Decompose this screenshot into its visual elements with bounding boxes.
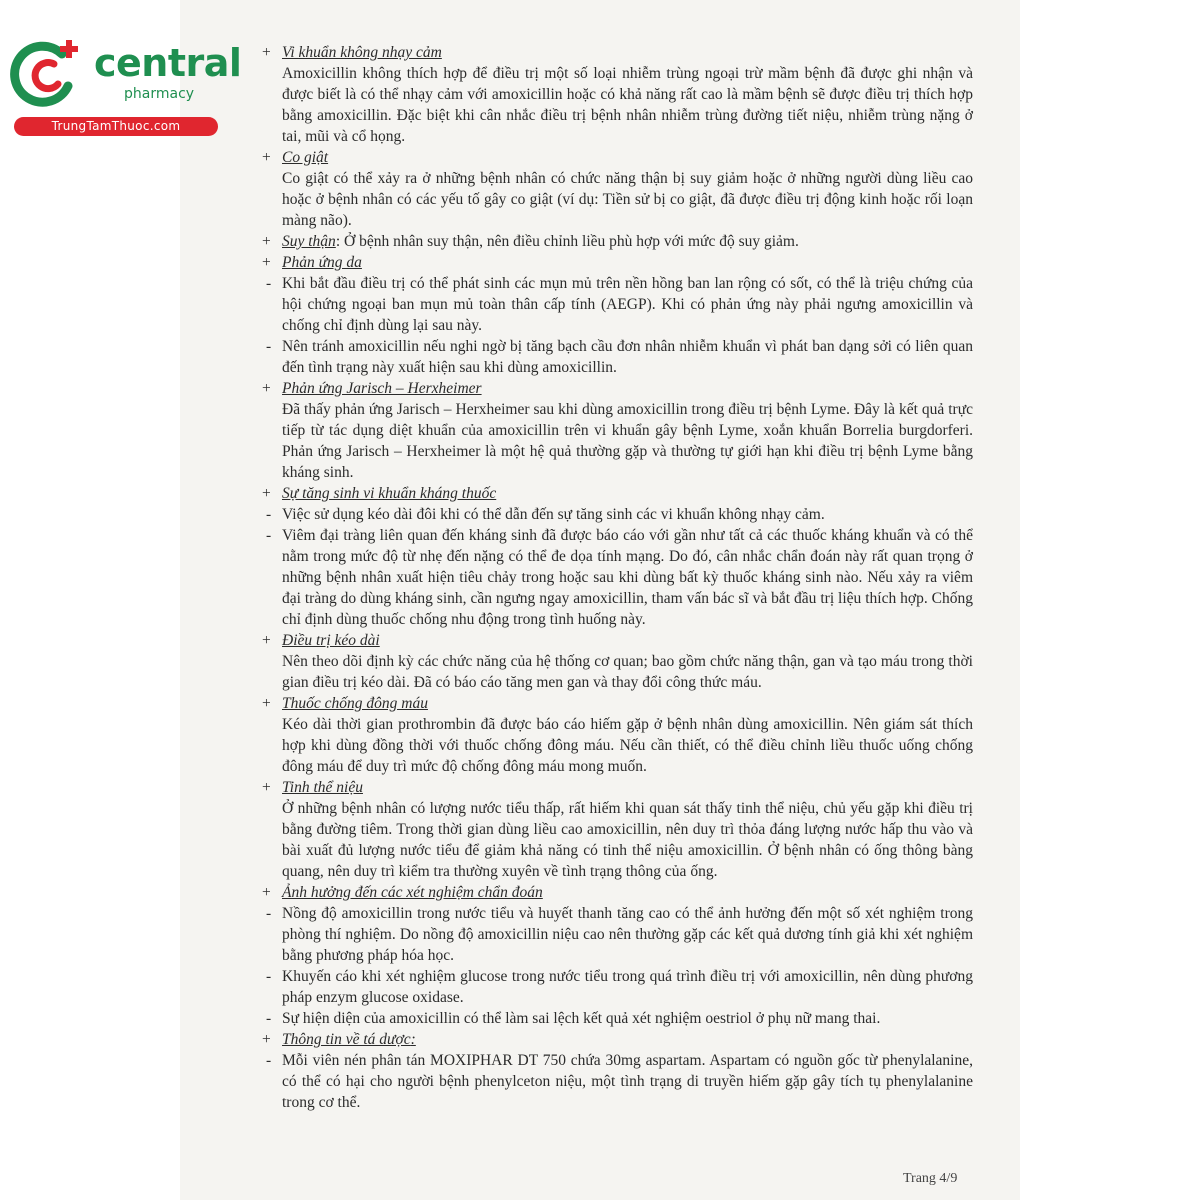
plus-bullet: + bbox=[262, 380, 271, 397]
section-heading bbox=[258, 483, 973, 504]
logo-name: central bbox=[94, 41, 242, 85]
section-2 bbox=[258, 231, 973, 252]
section-heading bbox=[258, 882, 973, 903]
page-number: Trang 4/9 bbox=[903, 1171, 958, 1186]
dash-item-text: Sự hiện diện của amoxicillin có thể làm sai lệch kết quả xét nghiệm oestriol ở phụ nữ mang thai. bbox=[282, 1010, 881, 1027]
dash-bullet: - bbox=[266, 527, 272, 544]
paragraph: Kéo dài thời gian prothrombin đã được báo cáo hiếm gặp ở bệnh nhân dùng amoxicillin. Nên giám sát thích hợp khi dùng đồng thời với thuốc chống đông máu. Nếu cần thiết, có thể điều chỉnh liều thuốc uống chống đông máu để duy trì mức độ chống đông máu mong muốn. bbox=[282, 716, 973, 775]
section-heading-text: Vi khuẩn không nhạy cảm bbox=[282, 44, 442, 61]
dash-item bbox=[258, 966, 973, 1008]
section-heading bbox=[258, 147, 973, 168]
document-body bbox=[258, 42, 973, 1113]
dash-item bbox=[258, 504, 973, 525]
dash-item-text: Nên tránh amoxicillin nếu nghi ngờ bị tăng bạch cầu đơn nhân nhiễm khuẩn vì phát ban dạng sởi có liên quan đến tình trạng này xuất hiện sau khi dùng amoxicillin. bbox=[282, 338, 973, 376]
section-heading-text: Điều trị kéo dài bbox=[282, 632, 380, 649]
dash-item bbox=[258, 336, 973, 378]
dash-bullet: - bbox=[266, 338, 272, 355]
plus-bullet: + bbox=[262, 254, 271, 271]
dash-item bbox=[258, 273, 973, 336]
paragraph: Amoxicillin không thích hợp để điều trị một số loại nhiễm trùng ngoại trừ mầm bệnh đã được ghi nhận và được biết là có thể nhạy cảm với amoxicillin hoặc có khả năng rất cao là mầm bệnh sẽ được điều trị thích hợp bằng amoxicillin. Đặc biệt khi cân nhắc điều trị bệnh nhân nhiễm trùng đường tiết niệu, nhiễm trùng nặng ở tai, mũi và cổ họng. bbox=[282, 65, 973, 145]
paragraph: Co giật có thể xảy ra ở những bệnh nhân có chức năng thận bị suy giảm hoặc ở những người dùng liều cao hoặc ở bệnh nhân có các yếu tố gây co giật (ví dụ: Tiền sử bị co giật, đã được điều trị động kinh hoặc rối loạn màng não). bbox=[282, 170, 973, 229]
dash-item bbox=[258, 1008, 973, 1029]
dash-item-text: Mỗi viên nén phân tán MOXIPHAR DT 750 chứa 30mg aspartam. Aspartam có nguồn gốc từ phenylalanine, có thể có hại cho người bệnh phenylceton niệu, một tình trạng di truyền hiếm gặp gây tích tụ phenylalanine trong cơ thể. bbox=[282, 1052, 973, 1111]
section-heading-text: Sự tăng sinh vi khuẩn kháng thuốc bbox=[282, 485, 497, 502]
dash-bullet: - bbox=[266, 275, 272, 292]
section-heading-text: Phản ứng da bbox=[282, 254, 362, 271]
dash-item-text: Nồng độ amoxicillin trong nước tiểu và huyết thanh tăng cao có thể ảnh hưởng đến một số xét nghiệm trong phòng thí nghiệm. Do nồng độ amoxicillin niệu cao nên thường gặp các kết quả dương tính giả khi xét nghiệm bằng phương pháp hóa học. bbox=[282, 905, 973, 964]
dash-item-text: Khuyến cáo khi xét nghiệm glucose trong nước tiểu trong quá trình điều trị với amoxicillin, nên dùng phương pháp enzym glucose oxidase. bbox=[282, 968, 973, 1006]
paragraph: Ở những bệnh nhân có lượng nước tiểu thấp, rất hiếm khi quan sát thấy tinh thể niệu, chủ yếu gặp khi điều trị bằng đường tiêm. Trong thời gian dùng liều cao amoxicillin, nên duy trì thỏa đáng lượng nước hấp thu vào và bài xuất đủ lượng nước tiểu để giảm khả năng có tinh thể niệu amoxicillin. Ở bệnh nhân có ống thông bàng quang, nên duy trì kiểm tra thường xuyên về tình trạng thông của ống. bbox=[282, 800, 973, 880]
dash-bullet: - bbox=[266, 968, 272, 985]
dash-item bbox=[258, 1050, 973, 1113]
plus-bullet: + bbox=[262, 44, 271, 61]
dash-bullet: - bbox=[266, 1052, 272, 1069]
plus-bullet: + bbox=[262, 632, 271, 649]
section-heading bbox=[258, 42, 973, 63]
paragraph: Đã thấy phản ứng Jarisch – Herxheimer sau khi dùng amoxicillin trong điều trị bệnh Lyme. Đây là kết quả trực tiếp từ tác dụng diệt khuẩn của amoxicillin trên vi khuẩn gây bệnh Lyme, xoắn khuẩn Borrelia burgdorferi. Phản ứng Jarisch – Herxheimer là một hệ quả thường gặp và thường tự giới hạn khi điều trị bệnh Lyme bằng kháng sinh. bbox=[282, 401, 973, 481]
dash-item-text: Việc sử dụng kéo dài đôi khi có thể dẫn đến sự tăng sinh các vi khuẩn không nhạy cảm. bbox=[282, 506, 825, 523]
dash-item-text: Khi bắt đầu điều trị có thể phát sinh các mụn mủ trên nền hồng ban lan rộng có sốt, có thể là triệu chứng của hội chứng ngoại ban mụn mủ toàn thân cấp tính (AEGP). Khi có phản ứng này phải ngưng amoxicillin và chống chỉ định dùng lại sau này. bbox=[282, 275, 973, 334]
plus-bullet: + bbox=[262, 149, 271, 166]
central-pharmacy-logo bbox=[10, 36, 242, 136]
dash-bullet: - bbox=[266, 506, 272, 523]
logo-subtitle: pharmacy bbox=[124, 86, 195, 102]
dash-item bbox=[258, 903, 973, 966]
section-heading-text: Thuốc chống đông máu bbox=[282, 695, 428, 712]
section-heading-text: Tinh thể niệu bbox=[282, 779, 363, 796]
plus-bullet: + bbox=[262, 884, 271, 901]
dash-item bbox=[258, 525, 973, 630]
section-heading: Suy thận bbox=[282, 233, 336, 250]
plus-bullet: + bbox=[262, 695, 271, 712]
section-heading-text: Thông tin về tá dược bbox=[282, 1031, 411, 1048]
plus-bullet: + bbox=[262, 233, 271, 250]
section-heading bbox=[258, 693, 973, 714]
plus-bullet: + bbox=[262, 1031, 271, 1048]
section-text: : Ở bệnh nhân suy thận, nên điều chỉnh liều phù hợp với mức độ suy giảm. bbox=[335, 233, 799, 250]
pharmacy-cross-icon bbox=[10, 36, 86, 112]
paragraph: Nên theo dõi định kỳ các chức năng của hệ thống cơ quan; bao gồm chức năng thận, gan và tạo máu trong thời gian điều trị kéo dài. Đã có báo cáo tăng men gan và thay đổi công thức máu. bbox=[282, 653, 973, 691]
section-heading bbox=[258, 378, 973, 399]
dash-bullet: - bbox=[266, 905, 272, 922]
section-heading-text: Phản ứng Jarisch – Herxheimer bbox=[282, 380, 482, 397]
dash-bullet: - bbox=[266, 1010, 272, 1027]
dash-item-text: Viêm đại tràng liên quan đến kháng sinh đã được báo cáo với gần như tất cả các thuốc kháng khuẩn và có thể nằm trong mức độ từ nhẹ đến nặng có thể đe dọa tính mạng. Do đó, cân nhắc chẩn đoán này rất quan trọng ở những bệnh nhân xuất hiện tiêu chảy trong hoặc sau khi dùng bất kỳ thuốc kháng sinh nào. Nếu xảy ra viêm đại tràng do dùng kháng sinh, cần ngưng ngay amoxicillin, tham vấn bác sĩ và bắt đầu trị liệu thích hợp. Chống chỉ định dùng thuốc chống nhu động trong tình huống này. bbox=[282, 527, 973, 628]
logo-website: TrungTamThuoc.com bbox=[14, 117, 218, 136]
section-heading bbox=[258, 1029, 973, 1050]
section-heading-text: Co giật bbox=[282, 149, 329, 166]
section-heading bbox=[258, 777, 973, 798]
heading-suffix: : bbox=[410, 1031, 416, 1048]
plus-bullet: + bbox=[262, 485, 271, 502]
section-heading bbox=[258, 630, 973, 651]
plus-bullet: + bbox=[262, 779, 271, 796]
section-heading-text: Ảnh hưởng đến các xét nghiệm chẩn đoán bbox=[282, 884, 543, 901]
section-heading bbox=[258, 252, 973, 273]
